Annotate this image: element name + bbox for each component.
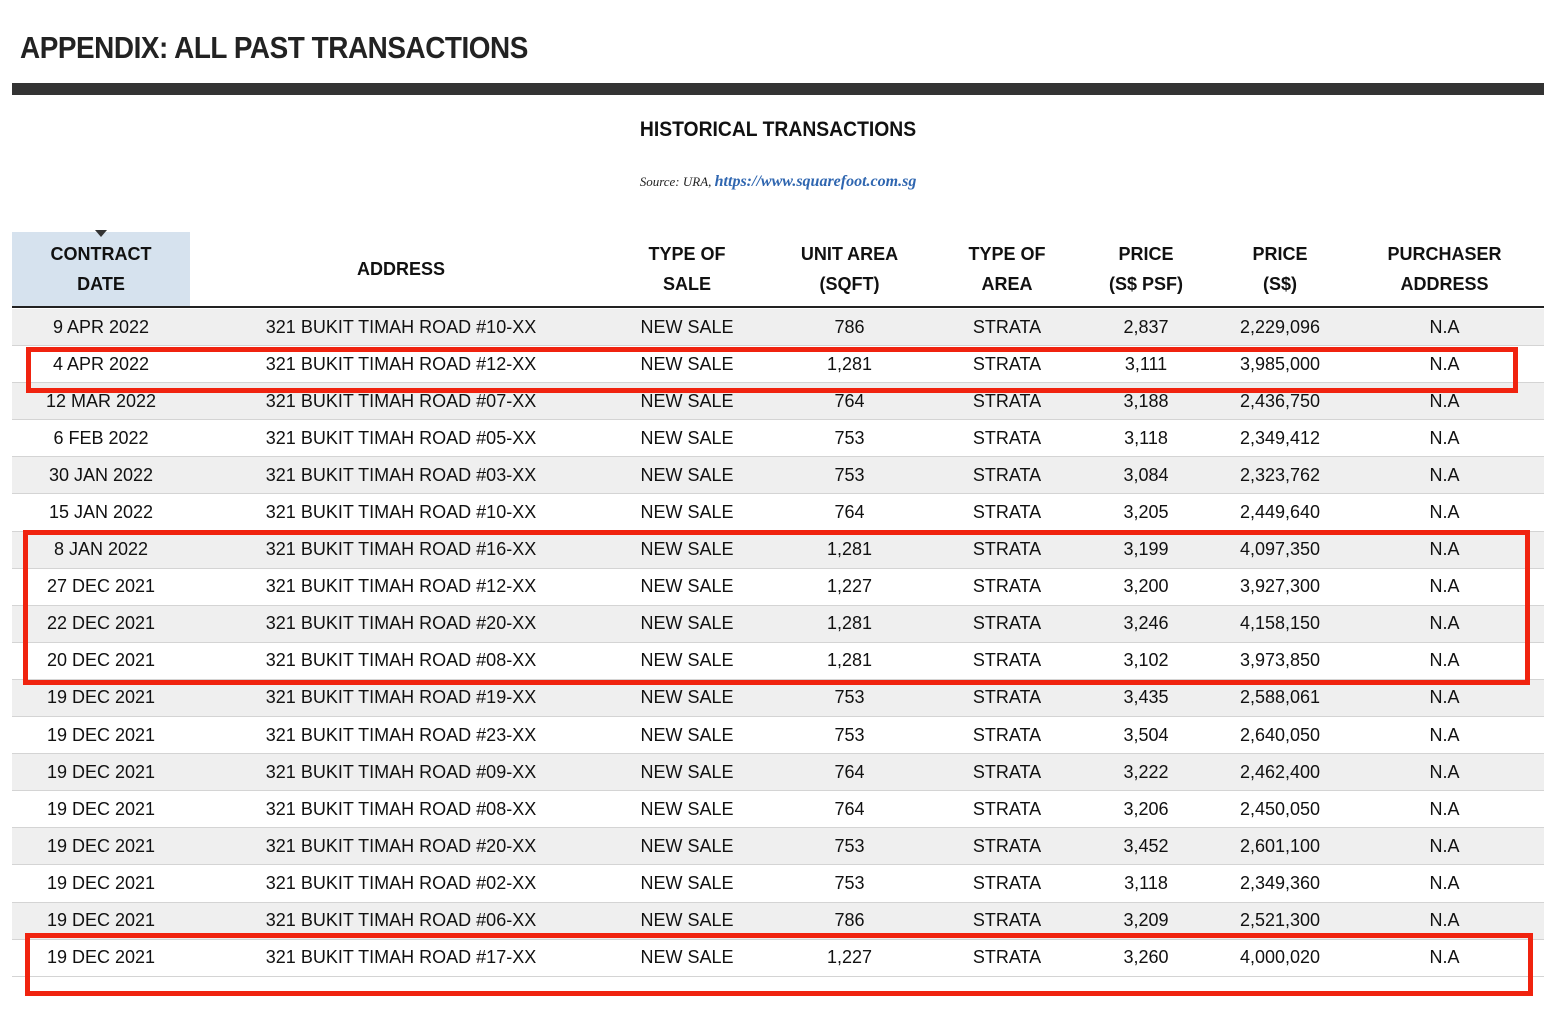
cell-contract-date: 22 DEC 2021 [46, 613, 156, 634]
cell-price-psf: 3,188 [1123, 390, 1169, 411]
cell-price-psf: 3,084 [1123, 464, 1169, 485]
cell-type-of-sale: NEW SALE [640, 835, 734, 856]
cell-price-psf: 2,837 [1123, 316, 1169, 337]
table-row[interactable] [12, 717, 1544, 754]
source-line [0, 173, 1556, 191]
table-row[interactable] [12, 494, 1544, 531]
cell-price: 4,097,350 [1239, 539, 1321, 560]
source-prefix: Source: URA, [639, 174, 712, 189]
cell-type-of-sale: NEW SALE [640, 390, 734, 411]
cell-contract-date: 6 FEB 2022 [53, 427, 149, 448]
cell-price-psf: 3,118 [1124, 427, 1168, 448]
cell-purchaser-address: N.A [1429, 539, 1460, 560]
cell-type-of-sale: NEW SALE [640, 650, 734, 671]
header-address[interactable]: ADDRESS [356, 259, 445, 279]
cell-type-of-area: STRATA [972, 501, 1042, 522]
header-type-of-sale[interactable]: TYPE OF SALE [648, 244, 726, 294]
cell-unit-area: 786 [834, 910, 865, 930]
cell-unit-area: 1,281 [826, 613, 873, 634]
cell-address: 321 BUKIT TIMAH ROAD #02-XX [265, 872, 537, 893]
cell-price-psf: 3,205 [1123, 501, 1169, 522]
cell-purchaser-address: N.A [1429, 910, 1460, 930]
cell-unit-area: 764 [834, 390, 865, 411]
cell-price: 2,462,400 [1239, 761, 1321, 782]
cell-purchaser-address: N.A [1429, 872, 1460, 893]
cell-type-of-area: STRATA [972, 947, 1042, 968]
cell-purchaser-address: N.A [1429, 316, 1460, 337]
cell-address: 321 BUKIT TIMAH ROAD #20-XX [265, 835, 537, 856]
cell-address: 321 BUKIT TIMAH ROAD #19-XX [265, 687, 537, 708]
cell-unit-area: 764 [834, 761, 865, 782]
cell-type-of-area: STRATA [972, 910, 1042, 930]
cell-price-psf: 3,209 [1123, 910, 1169, 930]
cell-price-psf: 3,102 [1123, 650, 1169, 671]
cell-contract-date: 8 JAN 2022 [53, 539, 149, 560]
cell-purchaser-address: N.A [1429, 724, 1460, 745]
cell-contract-date: 19 DEC 2021 [46, 910, 156, 930]
cell-price-psf: 3,504 [1123, 724, 1169, 745]
cell-unit-area: 764 [834, 501, 865, 522]
cell-type-of-area: STRATA [972, 724, 1042, 745]
cell-contract-date: 19 DEC 2021 [46, 761, 156, 782]
cell-purchaser-address: N.A [1429, 576, 1460, 597]
cell-contract-date: 4 APR 2022 [52, 353, 150, 374]
cell-address: 321 BUKIT TIMAH ROAD #20-XX [265, 613, 537, 634]
table-row[interactable] [12, 457, 1544, 494]
table-body [12, 309, 1544, 977]
cell-price: 2,588,061 [1239, 687, 1321, 708]
cell-price: 3,985,000 [1239, 353, 1321, 374]
title-divider [12, 83, 1544, 95]
header-type-of-area[interactable]: TYPE OF AREA [968, 244, 1046, 294]
table-row[interactable] [12, 680, 1544, 717]
table-row[interactable] [12, 643, 1544, 680]
cell-price-psf: 3,200 [1123, 576, 1169, 597]
cell-price-psf: 3,222 [1123, 761, 1169, 782]
cell-contract-date: 19 DEC 2021 [46, 835, 156, 856]
cell-type-of-sale: NEW SALE [640, 316, 734, 337]
cell-address: 321 BUKIT TIMAH ROAD #07-XX [265, 390, 537, 411]
sort-descending-icon [95, 230, 107, 237]
cell-price: 2,323,762 [1239, 464, 1321, 485]
cell-unit-area: 1,227 [826, 576, 873, 597]
cell-type-of-area: STRATA [972, 576, 1042, 597]
cell-type-of-sale: NEW SALE [640, 576, 734, 597]
table-row[interactable] [12, 606, 1544, 643]
cell-type-of-sale: NEW SALE [640, 872, 734, 893]
header-unit-area[interactable]: UNIT AREA (SQFT) [800, 244, 899, 294]
cell-contract-date: 20 DEC 2021 [46, 650, 156, 671]
header-price[interactable]: PRICE (S$) [1252, 244, 1308, 294]
cell-unit-area: 764 [834, 798, 865, 819]
cell-price-psf: 3,435 [1123, 687, 1169, 708]
cell-contract-date: 19 DEC 2021 [46, 798, 156, 819]
cell-type-of-sale: NEW SALE [640, 687, 734, 708]
cell-price-psf: 3,199 [1123, 539, 1169, 560]
table-row[interactable] [12, 865, 1544, 902]
cell-type-of-area: STRATA [972, 835, 1042, 856]
cell-purchaser-address: N.A [1429, 835, 1460, 856]
header-purchaser-address[interactable]: PURCHASER ADDRESS [1387, 244, 1502, 294]
source-link[interactable]: https://www.squarefoot.com.sg [714, 173, 917, 190]
cell-unit-area: 753 [834, 427, 865, 448]
table-row[interactable] [12, 309, 1544, 346]
cell-type-of-sale: NEW SALE [640, 501, 734, 522]
cell-address: 321 BUKIT TIMAH ROAD #23-XX [265, 724, 537, 745]
cell-contract-date: 30 JAN 2022 [48, 464, 154, 485]
cell-price: 2,601,100 [1239, 835, 1321, 856]
cell-unit-area: 1,281 [826, 353, 873, 374]
cell-type-of-sale: NEW SALE [640, 464, 734, 485]
cell-type-of-area: STRATA [972, 390, 1042, 411]
cell-type-of-area: STRATA [972, 798, 1042, 819]
cell-type-of-sale: NEW SALE [640, 724, 734, 745]
cell-type-of-area: STRATA [972, 613, 1042, 634]
cell-address: 321 BUKIT TIMAH ROAD #05-XX [265, 427, 537, 448]
cell-purchaser-address: N.A [1429, 650, 1460, 671]
cell-unit-area: 786 [834, 316, 865, 337]
cell-address: 321 BUKIT TIMAH ROAD #17-XX [265, 947, 537, 968]
cell-type-of-area: STRATA [972, 316, 1042, 337]
cell-price-psf: 3,260 [1123, 947, 1169, 968]
cell-price: 3,973,850 [1239, 650, 1321, 671]
cell-unit-area: 1,281 [826, 650, 873, 671]
cell-unit-area: 753 [834, 872, 865, 893]
cell-type-of-area: STRATA [972, 464, 1042, 485]
cell-purchaser-address: N.A [1429, 947, 1460, 968]
cell-price: 2,229,096 [1239, 316, 1321, 337]
cell-address: 321 BUKIT TIMAH ROAD #03-XX [265, 464, 537, 485]
table-title: HISTORICAL TRANSACTIONS [639, 118, 917, 141]
table-row[interactable] [12, 532, 1544, 569]
cell-address: 321 BUKIT TIMAH ROAD #12-XX [265, 353, 537, 374]
cell-unit-area: 753 [834, 464, 865, 485]
cell-address: 321 BUKIT TIMAH ROAD #09-XX [265, 761, 537, 782]
cell-type-of-sale: NEW SALE [640, 539, 734, 560]
cell-price: 3,927,300 [1239, 576, 1321, 597]
cell-type-of-area: STRATA [972, 872, 1042, 893]
cell-type-of-sale: NEW SALE [640, 427, 734, 448]
cell-price: 4,000,020 [1239, 947, 1321, 968]
cell-type-of-area: STRATA [972, 761, 1042, 782]
cell-address: 321 BUKIT TIMAH ROAD #08-XX [265, 798, 537, 819]
table-row[interactable] [12, 569, 1544, 606]
cell-price: 2,521,300 [1239, 910, 1321, 930]
cell-purchaser-address: N.A [1429, 613, 1460, 634]
cell-type-of-area: STRATA [972, 650, 1042, 671]
cell-contract-date: 27 DEC 2021 [46, 576, 156, 597]
table-row[interactable] [12, 420, 1544, 457]
cell-address: 321 BUKIT TIMAH ROAD #16-XX [265, 539, 537, 560]
header-contract-date[interactable]: CONTRACT DATE [12, 232, 190, 306]
table-row[interactable] [12, 940, 1544, 977]
cell-unit-area: 1,281 [826, 539, 873, 560]
page-title: APPENDIX: ALL PAST TRANSACTIONS [20, 30, 528, 65]
table-row[interactable] [12, 903, 1544, 940]
cell-purchaser-address: N.A [1429, 761, 1460, 782]
cell-unit-area: 753 [834, 835, 865, 856]
cell-contract-date: 19 DEC 2021 [46, 724, 156, 745]
cell-type-of-sale: NEW SALE [640, 353, 734, 374]
cell-type-of-sale: NEW SALE [640, 613, 734, 634]
table-row[interactable] [12, 791, 1544, 828]
cell-unit-area: 753 [834, 687, 865, 708]
cell-price: 2,436,750 [1239, 390, 1321, 411]
table-row[interactable] [12, 828, 1544, 865]
table-header [12, 232, 1544, 308]
table-row[interactable] [12, 346, 1544, 383]
cell-price-psf: 3,206 [1123, 798, 1169, 819]
cell-purchaser-address: N.A [1429, 687, 1460, 708]
cell-price: 2,449,640 [1239, 501, 1321, 522]
cell-contract-date: 12 MAR 2022 [45, 390, 157, 411]
cell-contract-date: 9 APR 2022 [52, 316, 150, 337]
cell-price: 4,158,150 [1239, 613, 1321, 634]
cell-purchaser-address: N.A [1429, 464, 1460, 485]
cell-price: 2,450,050 [1239, 798, 1321, 819]
cell-purchaser-address: N.A [1429, 798, 1460, 819]
cell-price-psf: 3,111 [1124, 353, 1168, 374]
cell-purchaser-address: N.A [1429, 353, 1460, 374]
cell-contract-date: 19 DEC 2021 [46, 872, 156, 893]
cell-address: 321 BUKIT TIMAH ROAD #06-XX [265, 910, 537, 930]
cell-type-of-area: STRATA [972, 427, 1042, 448]
cell-type-of-sale: NEW SALE [640, 910, 734, 930]
cell-contract-date: 15 JAN 2022 [48, 501, 154, 522]
cell-type-of-area: STRATA [972, 687, 1042, 708]
cell-type-of-sale: NEW SALE [640, 761, 734, 782]
cell-purchaser-address: N.A [1429, 501, 1460, 522]
cell-address: 321 BUKIT TIMAH ROAD #12-XX [265, 576, 537, 597]
cell-price-psf: 3,246 [1123, 613, 1169, 634]
cell-purchaser-address: N.A [1429, 390, 1460, 411]
cell-price: 2,640,050 [1239, 724, 1321, 745]
cell-type-of-sale: NEW SALE [640, 947, 734, 968]
cell-address: 321 BUKIT TIMAH ROAD #10-XX [265, 501, 537, 522]
cell-address: 321 BUKIT TIMAH ROAD #08-XX [265, 650, 537, 671]
cell-type-of-sale: NEW SALE [640, 798, 734, 819]
table-row[interactable] [12, 754, 1544, 791]
header-price-psf[interactable]: PRICE (S$ PSF) [1108, 244, 1183, 294]
cell-price-psf: 3,118 [1124, 872, 1168, 893]
cell-contract-date: 19 DEC 2021 [46, 687, 156, 708]
cell-type-of-area: STRATA [972, 353, 1042, 374]
table-row[interactable] [12, 383, 1544, 420]
cell-unit-area: 1,227 [826, 947, 873, 968]
cell-type-of-area: STRATA [972, 539, 1042, 560]
cell-contract-date: 19 DEC 2021 [46, 947, 156, 968]
cell-purchaser-address: N.A [1429, 427, 1460, 448]
cell-price-psf: 3,452 [1123, 835, 1169, 856]
cell-price: 2,349,360 [1239, 872, 1321, 893]
cell-address: 321 BUKIT TIMAH ROAD #10-XX [265, 316, 537, 337]
cell-price: 2,349,412 [1239, 427, 1321, 448]
cell-unit-area: 753 [834, 724, 865, 745]
